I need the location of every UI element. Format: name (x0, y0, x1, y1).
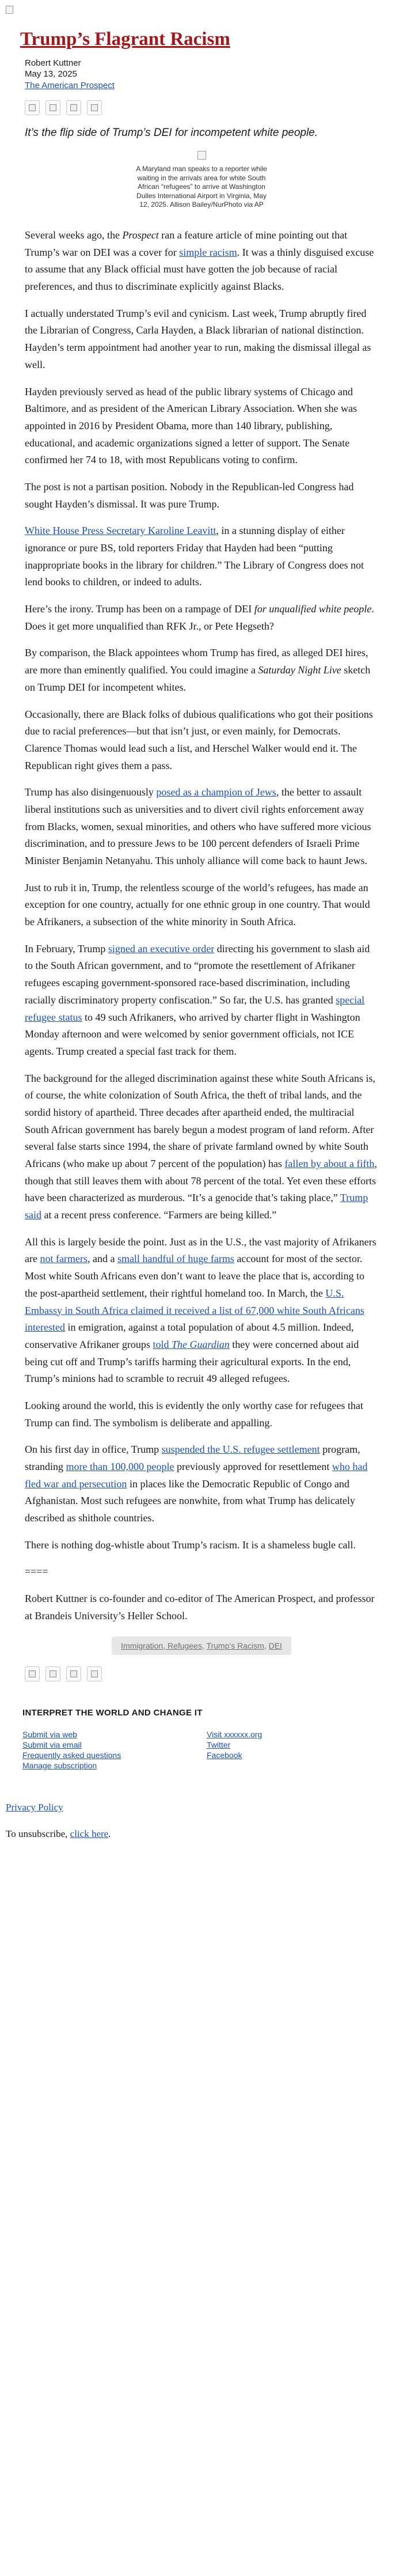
suspended-program-link[interactable]: suspended the U.S. refugee settlement (161, 1444, 320, 1456)
share-icon[interactable] (87, 1666, 102, 1681)
image-caption: A Maryland man speaks to a reporter while waiting in the arrivals area for white South African “refugees” to arrive at Washington Dulles International Airport in Virginia, May 12, 2025. Allison Bailey/NurPhoto via AP (136, 165, 267, 209)
section-divider: ==== (25, 1566, 48, 1578)
guardian-link[interactable]: told The Guardian (153, 1338, 230, 1350)
share-icon[interactable] (45, 1666, 60, 1681)
trump-said-link[interactable]: Trump said (25, 1192, 368, 1221)
paragraph: Several weeks ago, the Prospect ran a feature article of mine pointing out that Trump’s war on DEI was a cover for simple racism. It was a thinly disguised excuse to assume that any Black official must have gotten the job because of racial preferences, and thus to discriminate explicitly against Blacks. (25, 229, 374, 293)
paragraph: In February, Trump signed an executive order directing his government to slash aid to the South African government, and to “promote the resettlement of Afrikaner refugees escaping government-sponsored race-based discrimination, including racially discriminatory property confiscation.” So far, the U.S. has granted special refugee status to 49 such Afrikaners, who arrived by charter flight in Washington Monday afternoon and were welcomed by senior government officials, not ICE agents. Trump created a special fast track for them. (25, 942, 370, 1057)
paragraph: Looking around the world, this is evidently the only worthy case for refugees that Trump can find. The symbolism is deliberate and appalling. (25, 1399, 363, 1429)
paragraph: By comparison, the Black appointees whom Trump has fired, as alleged DEI hires, are more than eminently qualified. You could imagine a Saturday Night Live sketch on Trump DEI for incompetent whites. (25, 647, 371, 693)
paragraph: Hayden previously served as head of the public library systems of Chicago and Baltimore, and as president of the American Library Association. When she was appointed in 2016 by President Obama, more than 140 library, publishing, educational, and academic organizations signed a letter of support. The Senate confirmed her 74 to 18, with most Republicans voting to confirm. (25, 385, 358, 466)
legal-footer (0, 1771, 403, 1866)
facebook-link[interactable]: Facebook (207, 1750, 242, 1760)
faq-link[interactable]: Frequently asked questions (22, 1750, 121, 1760)
author-name: Robert Kuttner (25, 58, 81, 68)
share-icons-top (20, 100, 383, 115)
tag-trumps-racism[interactable]: Trump’s Racism (206, 1641, 264, 1650)
author-bio: Robert Kuttner is co-founder and co-editor of The American Prospect, and professor at Brandeis University’s Heller School. (25, 1593, 375, 1622)
broken-image-icon (6, 6, 13, 14)
byline-block (20, 58, 383, 92)
paragraph: White House Press Secretary Karoline Leavitt, in a stunning display of either ignorance or pure BS, told reporters Friday that Hayden had been “putting inappropriate books in the library for children.” The Library of Congress does not lend books to children, or indeed to adults. (25, 525, 364, 588)
share-icon[interactable] (45, 100, 60, 115)
tag-dei[interactable]: DEI (268, 1641, 282, 1650)
paragraph: The background for the alleged discrimination against these white South Africans is, of course, the white colonization of South Africa, the theft of tribal lands, and the sordid history of apartheid. Three decades after apartheid ended, the multiracial South African government has barely begun a modest program of land reform. After several false starts since 1994, the share of private farmland owned by white South Africans (who make up about 7 percent of the population) has fallen by about a fifth, though that still leaves them with about 78 percent of the total. Yet even these efforts have been characterized as murderous. “It’s a genocide that’s taking place,” Trump said at a recent press conference. “Farmers are being killed.” (25, 1072, 377, 1221)
footer-links (22, 1729, 385, 1771)
title-block (20, 23, 383, 53)
image-placeholder-icon (29, 104, 36, 111)
article-column (20, 0, 383, 1681)
tag-immigration-refugees[interactable]: Immigration, Refugees (121, 1641, 202, 1650)
image-placeholder-icon (70, 104, 77, 111)
twitter-link[interactable]: Twitter (207, 1740, 231, 1749)
image-placeholder-icon (70, 1670, 77, 1677)
publication-link[interactable]: The American Prospect (25, 80, 115, 90)
not-farmers-link[interactable]: not farmers (40, 1253, 88, 1265)
article-dek: It’s the flip side of Trump’s DEI for incompetent white people. (25, 127, 318, 139)
paragraph: I actually understated Trump’s evil and cynicism. Last week, Trump abruptly fired the Librarian of Congress, Carla Hayden, a Black librarian of national distinction. Hayden’s term appointment had another year to run, making the dismissal illegal as well. (25, 307, 371, 370)
visit-site-link[interactable]: Visit xxxxxx.org (207, 1729, 263, 1739)
publish-date: May 13, 2025 (25, 69, 77, 79)
executive-order-link[interactable]: signed an executive order (108, 942, 215, 954)
share-icons-bottom (20, 1666, 383, 1681)
footer (0, 1708, 403, 1771)
stranded-people-link[interactable]: more than 100,000 people (66, 1461, 174, 1473)
share-icon[interactable] (25, 1666, 40, 1681)
champion-of-jews-link[interactable]: posed as a champion of Jews (156, 786, 276, 798)
paragraph: On his first day in office, Trump suspended the U.S. refugee settlement program, stranding more than 100,000 people previously approved for resettlement who had fled war and persecution in places like the Democratic Republic of Congo and Afghanistan. Most such refugees are nonwhite, from what Trump has delicately described as shithole countries. (25, 1444, 368, 1524)
fallen-by-fifth-link[interactable]: fallen by about a fifth (284, 1158, 375, 1170)
huge-farms-link[interactable]: small handful of huge farms (117, 1253, 234, 1265)
paragraph: The post is not a partisan position. Nobody in the Republican-led Congress had sought Hayden’s dismissal. It was pure Trump. (25, 480, 354, 510)
footer-heading: INTERPRET THE WORLD AND CHANGE IT (22, 1707, 203, 1718)
tags-block (20, 1636, 383, 1655)
broken-image-icon (197, 151, 206, 160)
paragraph: Here’s the irony. Trump has been on a rampage of DEI for unqualified white people. Does it get more unqualified than RFK Jr., or Pete Hegseth? (25, 603, 374, 632)
paragraph: All this is largely beside the point. Just as in the U.S., the vast majority of Afrikaners are not farmers, and a small handful of huge farms account for most of the sector. Most white South Africans even don’t want to leave the place that is, according to the post-apartheid settlement, their rightful homeland too. In March, the U.S. Embassy in South Africa claimed it received a list of 67,000 white South Africans interested in emigration, against a total population of about 4.5 million. Indeed, conservative Afrikaner groups told The Guardian they were concerned about aid being cut off and Trump’s tariffs harming their agricultural exports. In the end, Trump’s minions had to scramble to recruit 49 alleged refugees. (25, 1236, 377, 1385)
share-icon[interactable] (66, 1666, 81, 1681)
article-body (20, 227, 377, 1625)
share-icon[interactable] (66, 100, 81, 115)
paragraph: Occasionally, there are Black folks of dubious qualifications who got their positions due to racial preferences—but that isn’t just, or even mainly, for Democrats. Clarence Thomas would lead such a list, and Herschel Walker would end it. The Republican right gives them a pass. (25, 708, 373, 771)
submit-web-link[interactable]: Submit via web (22, 1729, 77, 1739)
privacy-policy-link[interactable]: Privacy Policy (6, 1802, 63, 1813)
share-icon[interactable] (87, 100, 102, 115)
image-placeholder-icon (91, 104, 98, 111)
share-icon[interactable] (25, 100, 40, 115)
paragraph: Trump has also disingenuously posed as a champion of Jews, the better to assault liberal institutions such as universities and to divert civil rights enforcement away from Blacks, women, sexual minorities, and others who have suffered more vicious discrimination, and to pressure Jews to be 100 percent defenders of Israeli Prime Minister Benjamin Netanyahu. This unholy alliance will come back to haunt Jews. (25, 786, 371, 867)
fled-war-link[interactable]: who had fled war and persecution (25, 1461, 368, 1490)
image-placeholder-icon (50, 1670, 56, 1677)
submit-email-link[interactable]: Submit via email (22, 1740, 82, 1749)
unsubscribe-line: To unsubscribe, click here. (6, 1828, 111, 1840)
paragraph: There is nothing dog-whistle about Trump’s racism. It is a shameless bugle call. (25, 1539, 356, 1551)
article-title[interactable]: Trump’s Flagrant Racism (20, 29, 230, 50)
tag-list: Immigration, Refugees, Trump’s Racism, DEI (112, 1636, 291, 1655)
embassy-link[interactable]: U.S. Embassy in South Africa claimed it received a list of 67,000 white South Africans interested (25, 1287, 364, 1334)
refugee-status-link[interactable]: special refugee status (25, 994, 365, 1023)
simple-racism-link[interactable]: simple racism (179, 246, 237, 258)
leavitt-link[interactable]: White House Press Secretary Karoline Leavitt (25, 525, 216, 537)
image-placeholder-icon (29, 1670, 36, 1677)
article-figure (20, 151, 383, 210)
image-placeholder-icon (91, 1670, 98, 1677)
unsubscribe-link[interactable]: click here (70, 1828, 109, 1840)
paragraph: Just to rub it in, Trump, the relentless scourge of the world’s refugees, has made an exception for one country, actually for one ethnic group in one country. That would be Afrikaners, a subsection of the white minority in South Africa. (25, 881, 370, 928)
image-placeholder-icon (50, 104, 56, 111)
manage-subscription-link[interactable]: Manage subscription (22, 1761, 97, 1771)
